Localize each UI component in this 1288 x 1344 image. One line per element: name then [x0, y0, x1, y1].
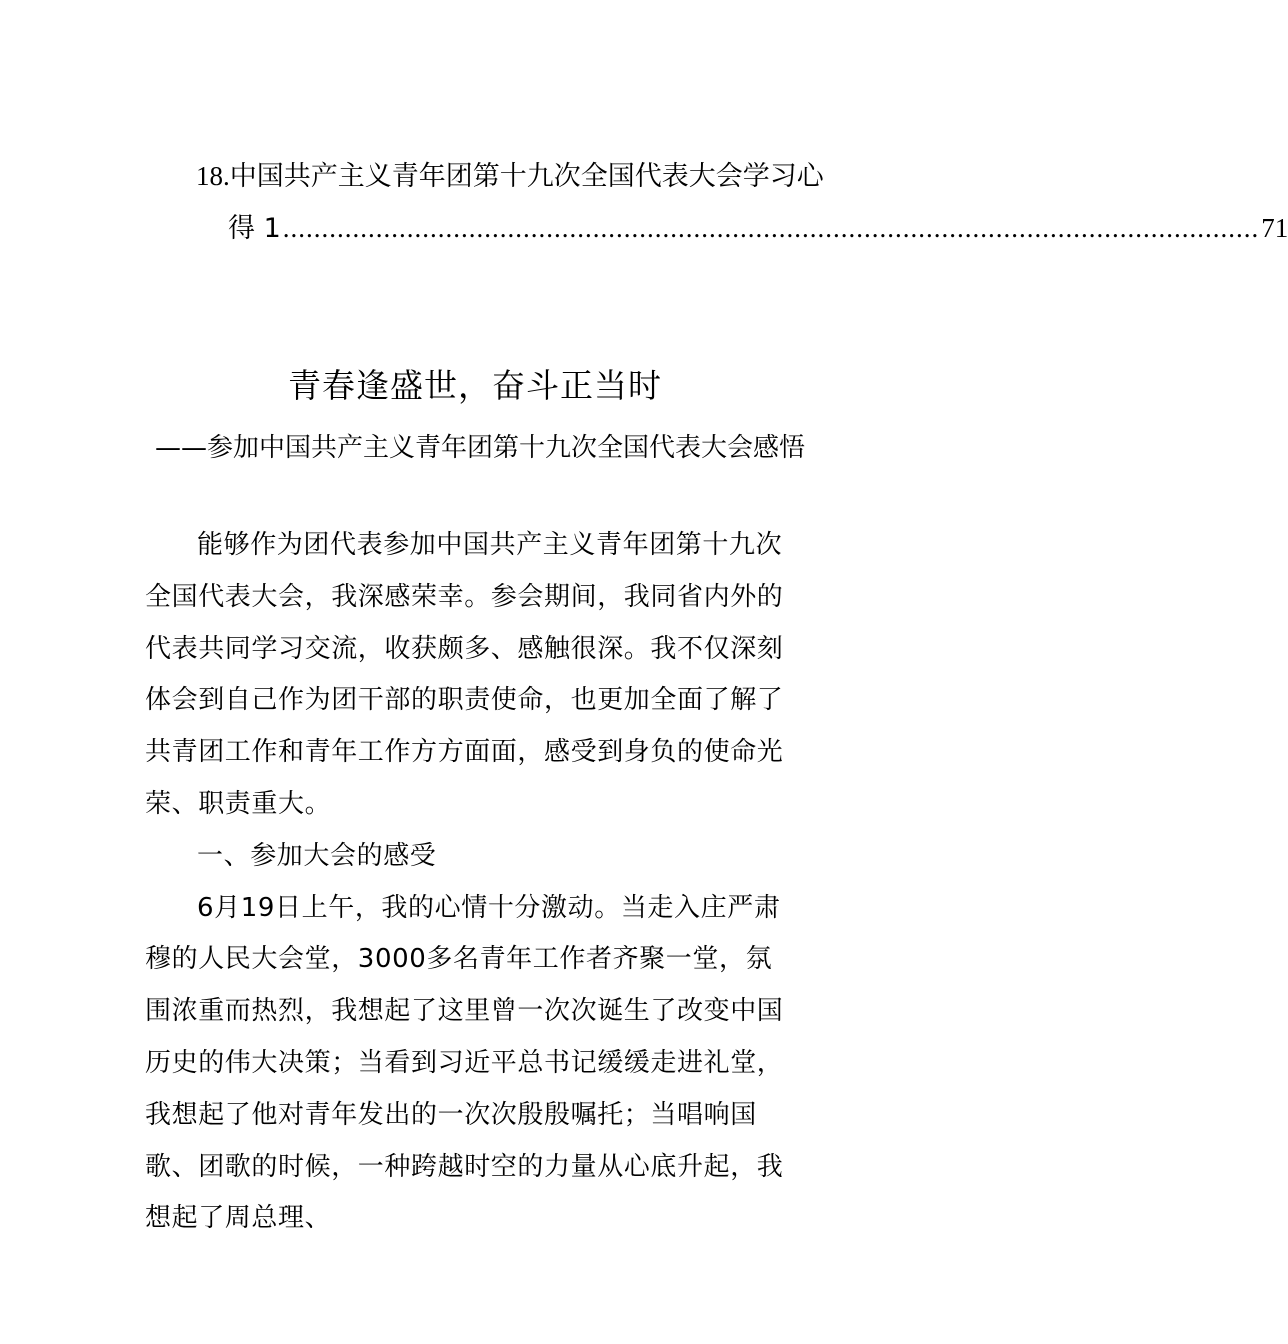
toc-entry-number: 18. [196, 161, 230, 191]
toc-page-number: 71 [1261, 213, 1288, 243]
toc-entry-line-1[interactable] [196, 156, 824, 197]
toc-entry-line-2[interactable] [228, 208, 1288, 248]
toc-entry-title-part-2: 得 1 [228, 213, 281, 244]
toc-dot-leader: .............................................................................................................................. [282, 213, 1260, 243]
article-body [145, 520, 795, 1245]
toc-entry-title-part-1: 中国共产主义青年团第十九次全国代表大会学习心 [229, 161, 824, 192]
article-subtitle: ——参加中国共产主义青年团第十九次全国代表大会感悟 [154, 433, 805, 463]
article-title: 青春逢盛世，奋斗正当时 [288, 366, 662, 405]
body-paragraph: 能够作为团代表参加中国共产主义青年团第十九次全国代表大会，我深感荣幸。参会期间，我同省内外的代表共同学习交流，收获颇多、感触很深。我不仅深刻体会到自己作为团干部的职责使命，也更加全面了解了共青团工作和青年工作方方面面，感受到身负的使命光荣、职责重大。 [145, 530, 784, 819]
section-heading: 一、参加大会的感受 [197, 840, 437, 871]
body-paragraph: 6月19日上午，我的心情十分激动。当走入庄严肃穆的人民大会堂，3000多名青年工作者齐聚一堂，氛围浓重而热烈，我想起了这里曾一次次诞生了改变中国历史的伟大决策；当看到习近平总书记缓缓走进礼堂，我想起了他对青年发出的一次次殷殷嘱托；当唱响国歌、团歌的时候，一种跨越时空的力量从心底升起，我想起了周总理、 [145, 892, 784, 1234]
